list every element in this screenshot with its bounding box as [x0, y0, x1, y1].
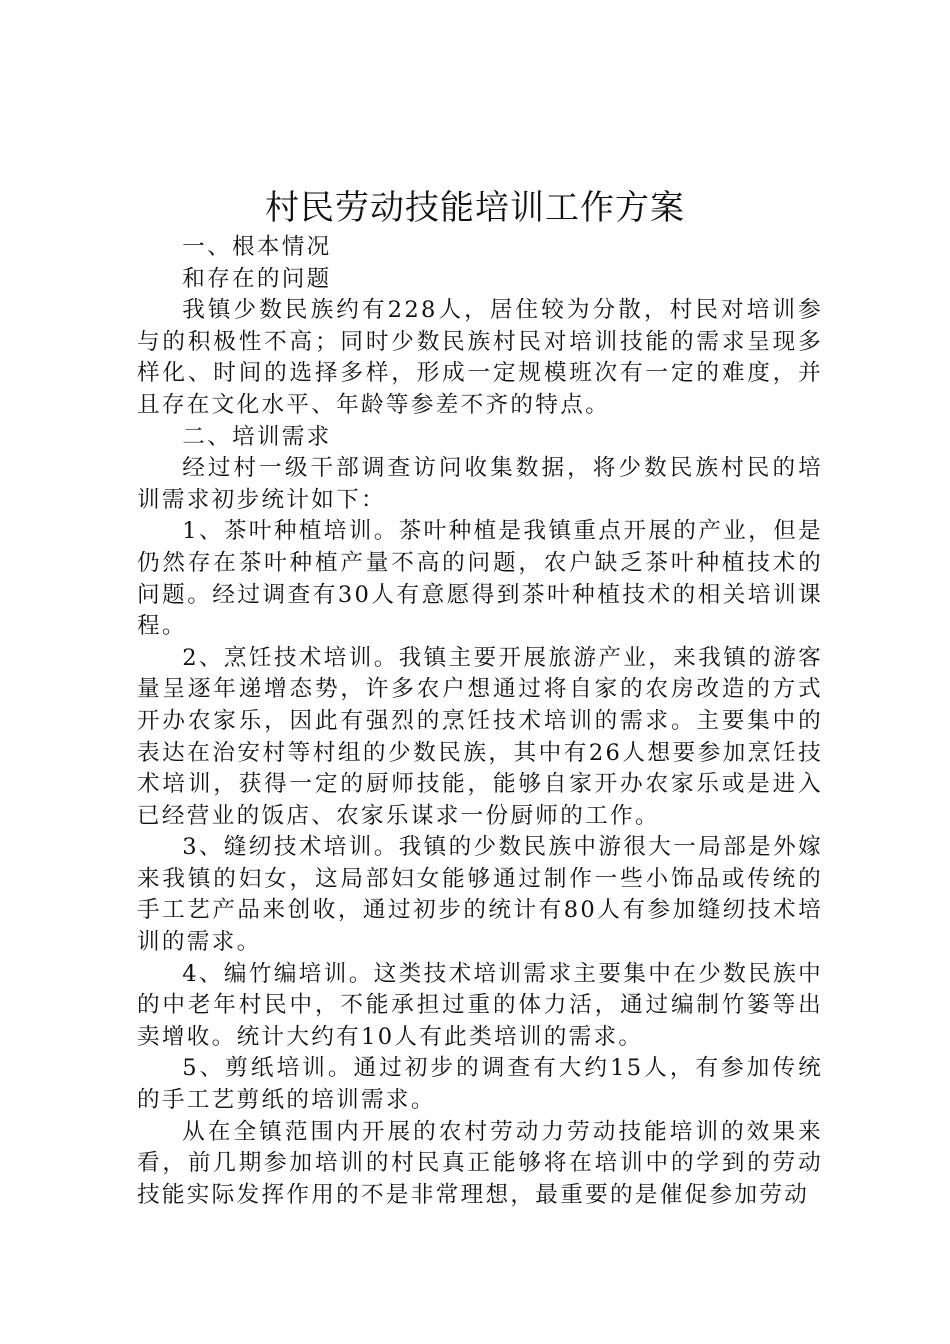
document-body	[137, 232, 823, 1211]
heading-training-needs: 二、培训需求	[182, 423, 332, 450]
paragraph-papercut-training: 5、剪纸培训。通过初步的调查有大约15人，有参加传统的手工艺剪纸的培训需求。	[137, 1055, 823, 1114]
paragraph-survey: 经过村一级干部调查访问收集数据，将少数民族村民的培训需求初步统计如下：	[137, 455, 823, 513]
paragraph-bamboo-training: 4、编竹编培训。这类技术培训需求主要集中在少数民族中的中老年村民中，不能承担过重的体力活，通过编制竹篓等出卖增收。统计大约有10人有此类培训的需求。	[137, 960, 823, 1050]
paragraph-cooking-training: 2、烹饪技术培训。我镇主要开展旅游产业，来我镇的游客量呈逐年递增态势，许多农户想通过将自家的农房改造的方式开办农家乐，因此有强烈的烹饪技术培训的需求。主要集中的表达在治安村等村组的少数民族，其中有26人想要参加烹饪技术培训，获得一定的厨师技能，能够自家开办农家乐或是进入已经营业的饭店、农家乐谋求一份厨师的工作。	[137, 644, 823, 829]
document-title: 村民劳动技能培训工作方案	[265, 188, 685, 228]
paragraph-training-effect: 从在全镇范围内开展的农村劳动力劳动技能培训的效果来看，前几期参加培训的村民真正能够将在培训中的学到的劳动技能实际发挥作用的不是非常理想，最重要的是催促参加劳动	[137, 1118, 823, 1208]
paragraph-sewing-training: 3、缝纫技术培训。我镇的少数民族中游很大一局部是外嫁来我镇的妇女，这局部妇女能够通过制作一些小饰品或传统的手工艺产品来创收，通过初步的统计有80人有参加缝纫技术培训的需求。	[137, 834, 823, 956]
paragraph-tea-training: 1、茶叶种植培训。茶叶种植是我镇重点开展的产业，但是仍然存在茶叶种植产量不高的问题，农户缺乏茶叶种植技术的问题。经过调查有30人有意愿得到茶叶种植技术的相关培训课程。	[137, 518, 823, 640]
paragraph-population: 我镇少数民族约有228人，居住较为分散，村民对培训参与的积极性不高；同时少数民族村民对培训技能的需求呈现多样化、时间的选择多样，形成一定规模班次有一定的难度，并且存在文化水平、年龄等参差不齐的特点。	[137, 297, 823, 418]
heading-existing-problems: 和存在的问题	[182, 265, 332, 292]
heading-basic-situation: 一、根本情况	[182, 234, 332, 260]
